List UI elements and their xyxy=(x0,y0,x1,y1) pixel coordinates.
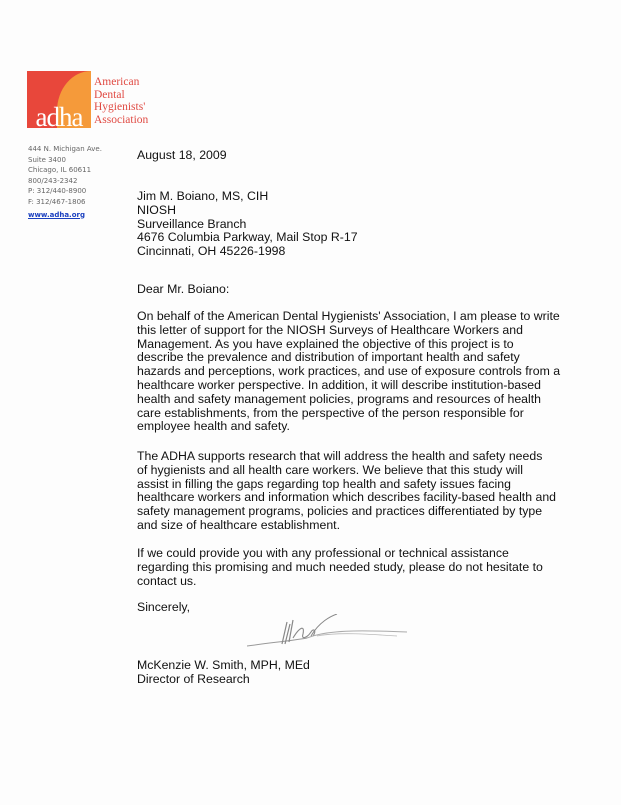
org-name-line: American xyxy=(94,76,140,88)
closing: Sincerely, xyxy=(137,600,191,614)
paragraph-line: of hygienists and all health care workers. We believe that this study will xyxy=(137,462,523,477)
paragraph-line: safety management programs, policies and practices differentiated by type xyxy=(137,504,543,519)
paragraph-2 xyxy=(137,450,556,533)
recipient-name: Jim M. Boiano, MS, CIH xyxy=(137,189,269,203)
salutation: Dear Mr. Boiano: xyxy=(137,282,230,296)
paragraph-line: this letter of support for the NIOSH Surveys of Healthcare Workers and xyxy=(137,322,523,337)
adha-logo xyxy=(27,71,91,128)
paragraph-line: employee health and safety. xyxy=(137,419,290,434)
recipient-branch: Surveillance Branch xyxy=(137,216,247,231)
recipient-city: Cincinnati, OH 45226-1998 xyxy=(137,244,286,259)
paragraph-line: Management. As you have explained the objective of this project is to xyxy=(137,336,514,351)
paragraph-line: healthcare worker perspective. In addition, it will describe institution-based xyxy=(137,377,541,392)
fax-line: F: 312/467-1806 xyxy=(28,197,86,206)
logo-mark-text: adha xyxy=(35,102,83,128)
address-line: 444 N. Michigan Ave. xyxy=(28,145,102,153)
recipient-org: NIOSH xyxy=(137,202,176,217)
paragraph-line: contact us. xyxy=(137,573,197,588)
sender-address xyxy=(28,144,102,220)
recipient-block xyxy=(137,190,358,259)
address-line: Suite 3400 xyxy=(28,155,66,164)
org-name-line: Hygienists' xyxy=(94,101,146,113)
signer-block xyxy=(137,659,310,687)
paragraph-1 xyxy=(137,310,560,434)
phone-line: P: 312/440-8900 xyxy=(28,187,87,196)
paragraph-line: care establishments, from the perspective of the person responsible for xyxy=(137,405,524,420)
paragraph-line: On behalf of the American Dental Hygienists' Association, I am please to write xyxy=(137,309,560,323)
address-line: Chicago, IL 60611 xyxy=(28,166,92,175)
signer-name: McKenzie W. Smith, MPH, MEd xyxy=(137,658,310,672)
paragraph-3 xyxy=(137,547,543,588)
org-name-line: Dental xyxy=(94,88,125,101)
paragraph-line: regarding this promising and much needed study, please do not hesitate to xyxy=(137,559,543,574)
paragraph-line: If we could provide you with any professional or technical assistance xyxy=(137,546,509,560)
org-name-line: Association xyxy=(94,113,149,126)
paragraph-line: healthcare workers and information which describes facility-based health and xyxy=(137,490,557,505)
letter-date: August 18, 2009 xyxy=(137,148,227,162)
paragraph-line: The ADHA supports research that will address the health and safety needs xyxy=(137,449,543,463)
signer-title: Director of Research xyxy=(137,671,250,686)
paragraph-line: health and safety management policies, programs and resources of health xyxy=(137,391,541,406)
paragraph-line: and size of healthcare establishment. xyxy=(137,517,341,532)
phone-line: 800/243-2342 xyxy=(28,176,78,185)
paragraph-line: assist in filling the gaps regarding top health and safety issues facing xyxy=(137,476,511,491)
recipient-street: 4676 Columbia Parkway, Mail Stop R-17 xyxy=(137,230,358,245)
paragraph-line: describe the prevalence and distribution of important health and safety xyxy=(137,350,520,365)
paragraph-line: hazards and perceptions, work practices, and use of exposure controls from a xyxy=(137,364,561,379)
handwritten-signature xyxy=(247,614,417,654)
organization-name xyxy=(94,76,148,126)
website-link[interactable]: www.adha.org xyxy=(28,210,85,219)
